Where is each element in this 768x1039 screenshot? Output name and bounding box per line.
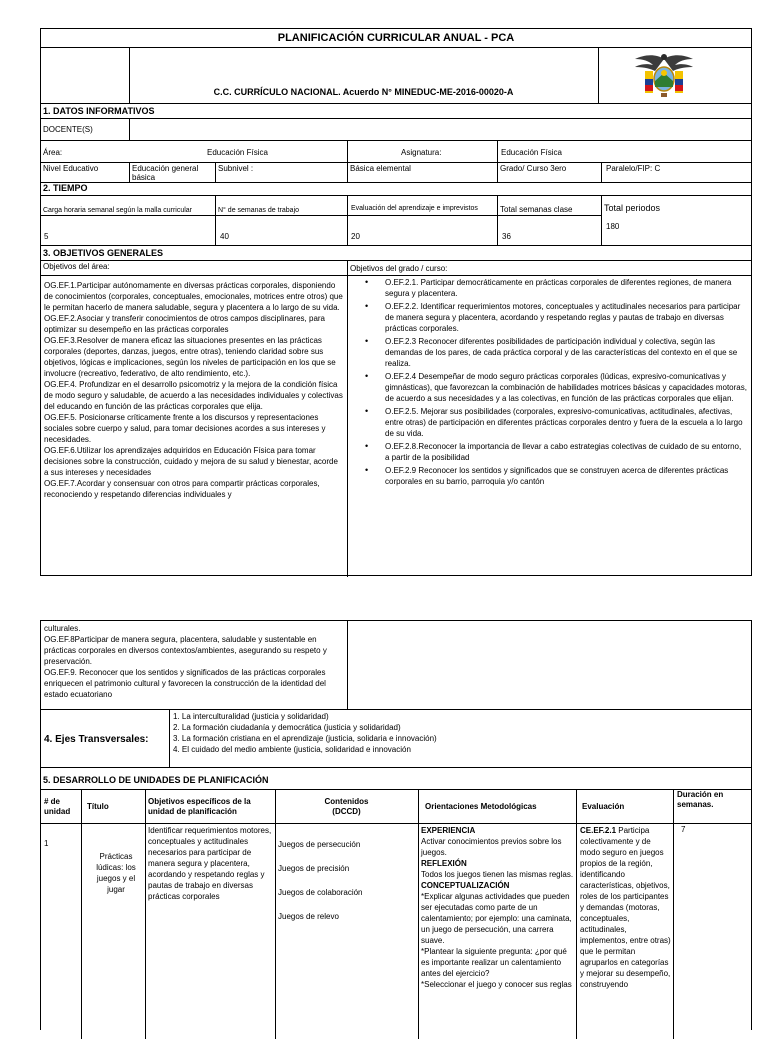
- o-ef-2-4: • O.EF.2.4 Desempeñar de modo seguro prácticas corporales (lúdicas, expresivo-comunicativas y gimnásticas), que favorezcan la combinación de habilidades motrices básicas y capacidades motoras, de acuerdo a sus necesidades y a las colectivas, en función de las prácticas corporales que elijan.: [365, 371, 747, 403]
- o-ef-2-2: • O.EF.2.2. Identificar requerimientos motores, conceptuales y actitudinales necesarios para participar de manera segura y placentera, acordando y respetando reglas y pautas de trabajo en diversas prácticas corporales.: [365, 301, 741, 333]
- tiempo-value-semanas: 40: [220, 232, 229, 241]
- contenido-relevo: Juegos de relevo: [278, 912, 339, 921]
- header-titulo: Título: [87, 802, 109, 811]
- page-one-sheet: [40, 28, 752, 576]
- header-contenidos: Contenidos: [324, 797, 369, 806]
- o-ef-2-9: • O.EF.2.9 Reconocer los sentidos y significados que se construyen acerca de diferentes prácticas corporales en su barrio, parroquia y/o cantón: [365, 465, 729, 486]
- orientacion-reflexion-heading: REFLEXIÓN: [421, 859, 467, 868]
- header-orientaciones: Orientaciones Metodológicas: [425, 802, 537, 811]
- row-orientaciones: [421, 825, 574, 990]
- og-ef-8: OG.EF.8Participar de manera segura, placentera, saludable y sustentable en prácticas corporales en diversos contextos/ambientes, asegurando su respeto y preservación.: [44, 635, 327, 666]
- header-contenidos-sub: (DCCD): [332, 807, 361, 816]
- evaluacion-code: CE.EF.2.1: [580, 826, 617, 835]
- section-objetivos-generales: 3. OBJETIVOS GENERALES: [43, 248, 164, 258]
- row-contenidos: [278, 839, 416, 935]
- og-ef-6: OG.EF.6.Utilizar los aprendizajes adquiridos en Educación Física para tomar decisiones sobre la construcción, cuidado y mejora de su salud y bienestar, acorde a sus intereses y necesidades: [44, 446, 338, 477]
- docente-label: DOCENTE(S): [43, 125, 93, 134]
- ecuador-coat-of-arms-icon: [633, 49, 695, 101]
- header-objetivos: Objetivos específicos de la unidad de planificación: [148, 797, 251, 816]
- document-title: PLANIFICACIÓN CURRICULAR ANUAL - PCA: [277, 32, 515, 44]
- header-evaluacion: Evaluación: [582, 802, 625, 811]
- area-label: Área:: [43, 148, 63, 157]
- o-ef-2-5: • O.EF.2.5. Mejorar sus posibilidades (corporales, expresivo-comunicativas, actitudinales, afectivas, entre otras) de participación en diferentes prácticas corporales dentro y fuera de la escuela a lo largo de su vida.: [365, 406, 743, 438]
- row-objetivos: Identificar requerimientos motores, conceptuales y actitudinales necesarios para participar de manera segura y placentera, acordando y respetando reglas y pautas de trabajo en diversas prácticas corporales: [148, 826, 272, 901]
- og-ef-4: OG.EF.4. Profundizar en el desarrollo psicomotriz y la mejora de la condición física de modo seguro y saludable, de acuerdo a las necesidades individuales y colectivas del educando en función de las prácticas corporales que elija.: [44, 380, 343, 411]
- header-num-unidad: # de unidad: [44, 797, 71, 816]
- row-duracion: 7: [681, 825, 686, 834]
- area-value: Educación Física: [207, 148, 268, 157]
- objetivos-area-label: Objetivos del área:: [43, 262, 110, 271]
- asignatura-value: Educación Física: [501, 148, 562, 157]
- contenido-persecucion: Juegos de persecución: [278, 840, 361, 849]
- og-ef-3: OG.EF.3.Resolver de manera eficaz las situaciones presentes en las prácticas corporales (deportes, danzas, juegos, entre otras), teniendo claridad sobre sus objetivos, lógicas e implicaciones, según los niveles de participación en los que se involucre (recreativo, federativo, de alto rendimiento, etc.).: [44, 336, 336, 378]
- orientacion-pregunta-text: *Plantear la siguiente pregunta: ¿por qué es importante realizar un calentamiento antes del ejercicio?: [421, 947, 567, 978]
- objetivos-area-text: [44, 280, 344, 500]
- orientacion-conceptualizacion-heading: CONCEPTUALIZACIÓN: [421, 881, 510, 890]
- eje-4: 4. El cuidado del medio ambiente (justicia, solidaridad e innovación: [173, 745, 411, 754]
- page-two-sheet: [40, 620, 752, 1030]
- section-desarrollo-unidades: 5. DESARROLLO DE UNIDADES DE PLANIFICACIÓN: [43, 775, 269, 785]
- og-ef-1: OG.EF.1.Participar autónomamente en diversas prácticas corporales, disponiendo de conocimientos (corporales, conceptuales, emocionales, motrices entre otros) que le permitan hacerlo de manera saludable, segura y placentera a lo largo de su vida.: [44, 281, 343, 312]
- objetivos-grado-list: [349, 277, 747, 489]
- og-ef-7-cont: culturales.: [44, 624, 81, 633]
- eje-3: 3. La formación cristiana en el aprendizaje (justicia, solidaria e innovación): [173, 734, 437, 743]
- section-datos-informativos: 1. DATOS INFORMATIVOS: [43, 106, 155, 116]
- o-ef-2-8: • O.EF.2.8.Reconocer la importancia de llevar a cabo estrategias colectivas de cuidado de su entorno, a partir de la posibilidad: [365, 441, 742, 462]
- eje-2: 2. La formación ciudadanía y democrática (justicia y solidaridad): [173, 723, 401, 732]
- row-titulo: Prácticas lúdicas: los juegos y el jugar: [96, 852, 136, 894]
- tiempo-header-total-periodos: Total periodos: [604, 203, 661, 213]
- tiempo-value-total-periodos: 180: [606, 222, 620, 231]
- tiempo-header-total-semanas: Total semanas clase: [500, 205, 573, 214]
- row-evaluacion: [580, 825, 671, 990]
- orientacion-experiencia-text: Activar conocimientos previos sobre los juegos.: [421, 837, 562, 857]
- header-duracion: Duración en semanas.: [677, 790, 724, 809]
- contenido-colaboracion: Juegos de colaboración: [278, 888, 363, 897]
- nivel-value: Educación general básica: [132, 164, 199, 182]
- tiempo-header-carga: Carga horaria semanal según la malla curricular: [43, 207, 193, 214]
- tiempo-header-semanas: N° de semanas de trabajo: [218, 207, 300, 214]
- tiempo-value-evaluacion: 20: [351, 232, 360, 241]
- ejes-list: [173, 711, 743, 755]
- og-ef-2: OG.EF.2.Asociar y transferir conocimientos de otros campos disciplinares, para optimizar su desempeño en las prácticas corporales: [44, 314, 326, 334]
- document-subtitle: C.C. CURRÍCULO NACIONAL. Acuerdo N° MINEDUC-ME-2016-00020-A: [213, 87, 514, 97]
- tiempo-value-total-semanas: 36: [502, 232, 511, 241]
- asignatura-label: Asignatura:: [401, 148, 442, 157]
- row-num: 1: [44, 839, 49, 848]
- paralelo-label: Paralelo/FIP: C: [606, 164, 661, 173]
- nivel-label: Nivel Educativo: [43, 164, 99, 173]
- objetivos-area-text-cont: [44, 623, 344, 700]
- eje-1: 1. La interculturalidad (justicia y solidaridad): [173, 712, 329, 721]
- orientacion-experiencia-heading: EXPERIENCIA: [421, 826, 476, 835]
- og-ef-5-cont: sociales sobre cuerpo y salud, para tomar decisiones acordes a sus intereses y necesidades.: [44, 424, 326, 444]
- orientacion-seleccionar-text: *Seleccionar el juego y conocer sus reglas: [421, 980, 572, 989]
- objetivos-grado-label: Objetivos del grado / curso:: [350, 264, 448, 273]
- evaluacion-text: Participa colectivamente y de modo seguro en juegos propios de la región, identificando características, objetivos, roles de los participantes y demandas (motoras, conceptuales, actitudinales, implementos, entre otras) que le permitan agruparlos en categorías y mejorar su desempeño, construyendo: [580, 826, 671, 989]
- section-tiempo: 2. TIEMPO: [43, 183, 88, 193]
- orientacion-reflexion-text: Todos los juegos tienen las mismas reglas.: [421, 870, 574, 879]
- contenido-precision: Juegos de precisión: [278, 864, 350, 873]
- grado-label: Grado/ Curso 3ero: [500, 164, 567, 173]
- o-ef-2-1: • O.EF.2.1. Participar democráticamente en prácticas corporales de diferentes regiones, de manera segura y placentera.: [365, 277, 732, 298]
- subnivel-value: Básica elemental: [350, 164, 411, 173]
- subnivel-label: Subnivel :: [218, 164, 254, 173]
- og-ef-9: OG.EF.9. Reconocer que los sentidos y significados de las prácticas corporales enriquecen el patrimonio cultural y favorecen la construcción de la identidad del estado ecuatoriano: [44, 668, 326, 699]
- ejes-transversales-label: 4. Ejes Transversales:: [44, 734, 149, 745]
- o-ef-2-3: • O.EF.2.3 Reconocer diferentes posibilidades de participación individual y colectiva, según las demandas de los pares, de cada práctica corporal y de las características del contexto en el que se realiza.: [365, 336, 738, 368]
- tiempo-header-evaluacion: Evaluación del aprendizaje e imprevistos: [351, 205, 478, 212]
- orientacion-conceptualizacion-text: *Explicar algunas actividades que pueden ser ejecutadas como parte de un calentamiento; por ejemplo: una caminata, un juego de persecución, una carrera suave.: [421, 892, 572, 945]
- tiempo-value-carga: 5: [44, 232, 49, 241]
- og-ef-5: OG.EF.5. Posicionarse críticamente frente a los discursos y representaciones: [44, 413, 319, 422]
- og-ef-7: OG.EF.7.Acordar y consensuar con otros para compartir prácticas corporales, reconociendo y respetando diferencias individuales y: [44, 479, 320, 499]
